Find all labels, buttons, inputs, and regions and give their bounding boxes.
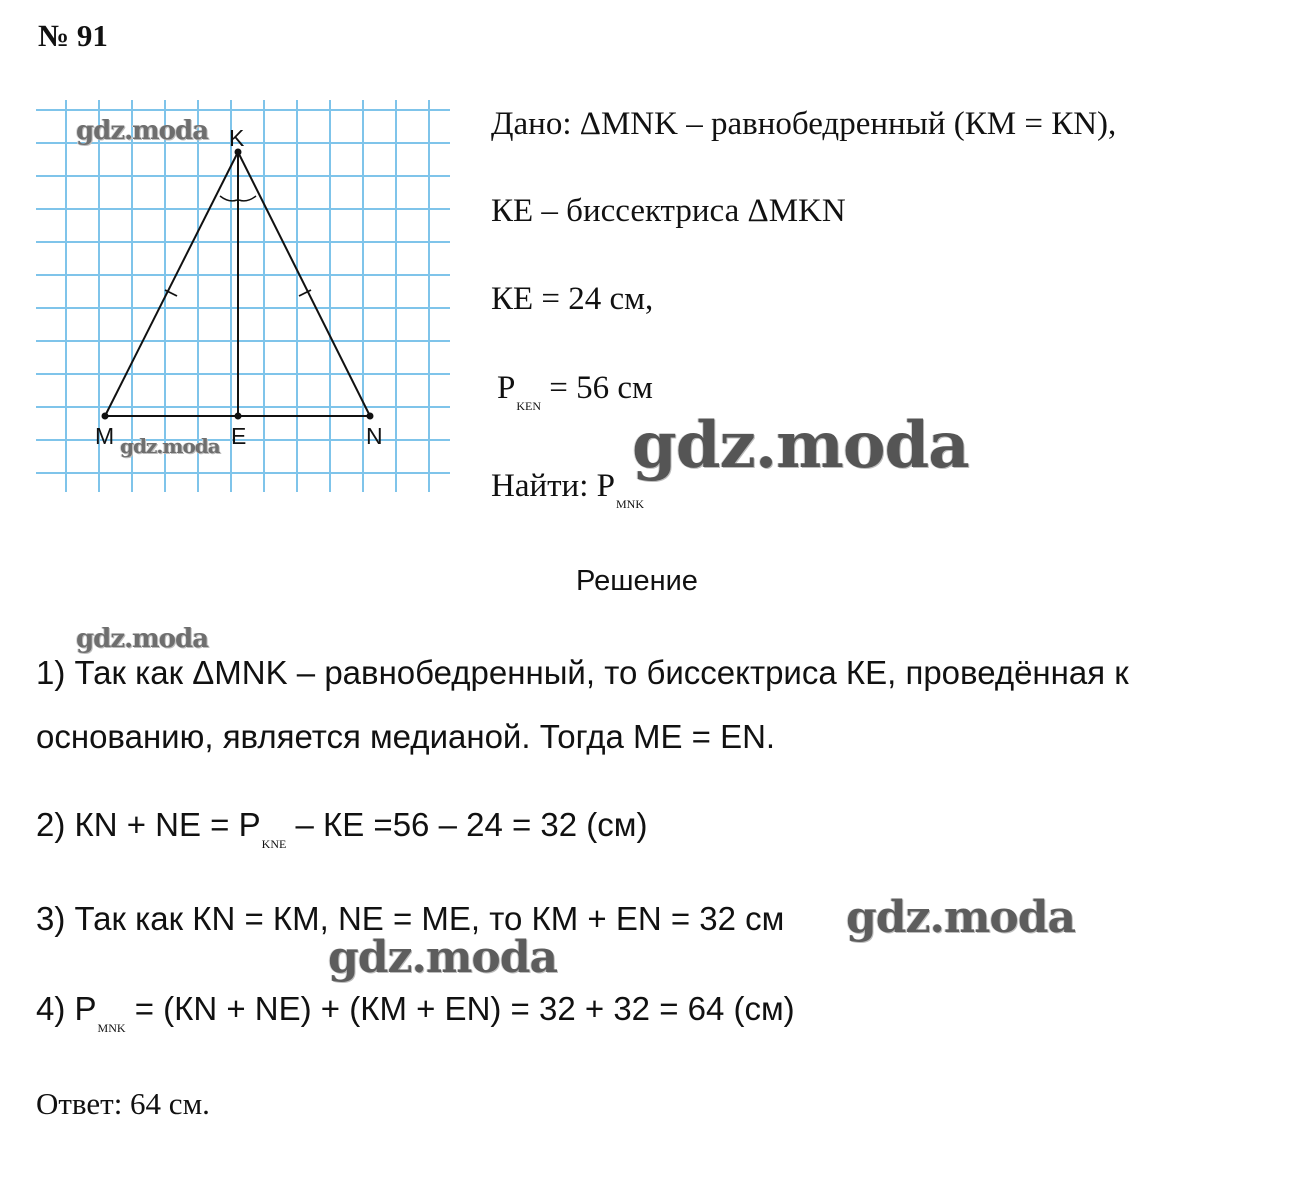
solution-heading: Решение	[576, 565, 698, 597]
step-4-symbol: P	[74, 990, 97, 1027]
angle-arc-right	[239, 196, 256, 201]
watermark: gdz.moda	[120, 434, 220, 458]
label-n: N	[366, 423, 383, 449]
problem-number: № 91	[38, 18, 108, 53]
side-km	[105, 152, 238, 416]
find-line	[491, 468, 645, 511]
given-line-3: КЕ = 24 см,	[491, 281, 654, 317]
step-2-right: – КЕ =56 – 24 = 32 (см)	[295, 806, 648, 843]
watermark: gdz.moda	[846, 892, 1076, 943]
given-line-2: КЕ – биссектриса ΔMKN	[491, 193, 846, 229]
point-e	[235, 413, 242, 420]
step-3: 3) Так как КN = КМ, NЕ = МЕ, то КМ + ЕN = 32 см	[36, 900, 785, 937]
step-1-line-1: 1) Так как ΔMNK – равнобедренный, то биссектриса КЕ, проведённая к	[36, 654, 1129, 691]
step-1-line-2: основанию, является медианой. Тогда МЕ = ЕN.	[36, 718, 776, 755]
triangle-figure	[36, 100, 452, 495]
find-subscript: MNK	[616, 497, 645, 511]
point-m	[102, 413, 109, 420]
step-2	[36, 806, 648, 851]
perimeter-symbol: P	[497, 370, 516, 406]
find-label: Найти:	[491, 468, 589, 504]
given-line-1: Дано: ΔMNK – равнобедренный (КМ = КN),	[491, 106, 1117, 142]
watermark: gdz.moda	[76, 116, 209, 146]
find-symbol: P	[596, 468, 615, 504]
step-2-subscript: KNE	[261, 837, 287, 851]
perimeter-subscript: KEN	[516, 399, 542, 413]
answer: Ответ: 64 см.	[36, 1086, 210, 1121]
point-n	[367, 413, 374, 420]
step-4	[36, 990, 795, 1035]
step-4-right: = (КN + NЕ) + (КМ + ЕN) = 32 + 32 = 64 (см)	[134, 990, 795, 1027]
step-4-subscript: MNK	[97, 1021, 126, 1035]
watermark: gdz.moda	[328, 932, 558, 983]
step-2-left: 2) КN + NЕ =	[36, 806, 230, 843]
angle-arc-left	[220, 196, 237, 201]
label-e: E	[231, 423, 247, 449]
label-m: M	[95, 423, 115, 449]
step-4-label: 4)	[36, 990, 66, 1027]
label-k: K	[229, 125, 245, 151]
given-line-4	[497, 370, 653, 413]
perimeter-value: = 56 см	[549, 370, 653, 406]
watermark: gdz.moda	[76, 624, 209, 654]
side-kn	[238, 152, 370, 416]
watermark: gdz.moda	[632, 408, 969, 483]
step-2-symbol: P	[238, 806, 261, 843]
